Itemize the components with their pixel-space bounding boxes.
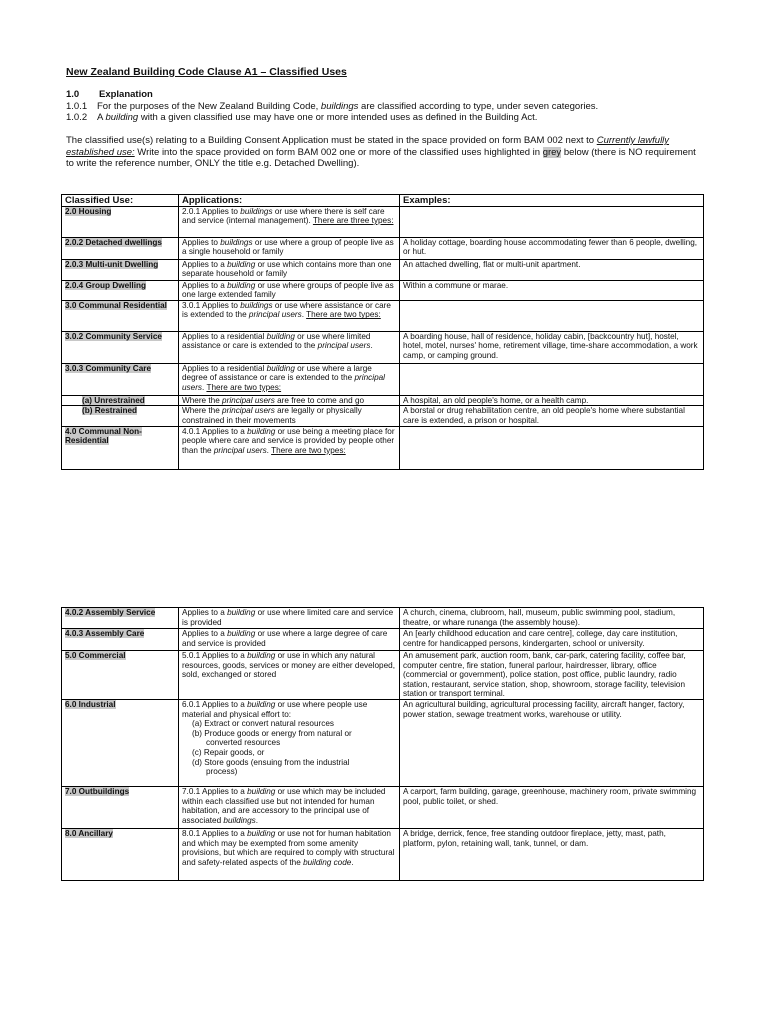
classified-uses-table-1 [61,194,704,470]
section-number: 1.0 [66,89,80,100]
section-heading [66,89,153,100]
classified-use-label: 7.0 Outbuildings [65,786,130,796]
applications-cell: 8.0.1 Applies to a building or use not for human habitation and which may be exempted from some amenity provisions, but which are required to comply with structural and safety-related aspects of the building code. [179,828,400,880]
classified-use-cell [62,395,179,406]
classified-use-label: 4.0 Communal Non-Residential [65,426,142,446]
classified-use-label: 2.0.2 Detached dwellings [65,237,162,247]
classified-use-cell [62,363,179,395]
table-row [62,786,704,828]
applications-cell: Where the principal users are legally or physically constrained in their movements [179,406,400,426]
industrial-list-item: process) [206,767,238,777]
examples-cell [400,363,704,395]
table-row [62,699,704,786]
classified-use-cell [62,280,179,300]
classified-use-cell [62,237,179,259]
applications-cell: Applies to a residential building or use where a large degree of assistance or care is extended to the principal users. There are two types: [179,363,400,395]
classified-use-cell [62,259,179,280]
page-title: New Zealand Building Code Clause A1 – Classified Uses [66,66,347,78]
examples-cell: A boarding house, hall of residence, holiday cabin, [backcountry hut], hostel, hotel, motel, nurses' home, retirement village, time-share accommodation, a work camp, or camping ground. [400,331,704,363]
classified-use-label: 4.0.2 Assembly Service [65,608,156,617]
applications-cell: 7.0.1 Applies to a building or use which may be included within each classified use but not intended for human habitation, and are accessory to the principal use of associated buildings. [179,786,400,828]
classified-use-cell [62,206,179,237]
table-row [62,280,704,300]
examples-cell: A carport, farm building, garage, greenhouse, machinery room, private swimming pool, public toilet, or shed. [400,786,704,828]
header-examples: Examples: [400,195,704,207]
examples-cell: An attached dwelling, flat or multi-unit apartment. [400,259,704,280]
classified-use-label: 2.0.4 Group Dwelling [65,280,146,290]
applications-cell: Applies to a residential building or use where limited assistance or care is extended to the principal users. [179,331,400,363]
applications-cell: Applies to a building or use which contains more than one separate household or family [179,259,400,280]
examples-cell: A hospital, an old people's home, or a health camp. [400,395,704,406]
applications-cell: Applies to a building or use where a large degree of care and service is provided [179,629,400,651]
applications-cell: 3.0.1 Applies to buildings or use where assistance or care is extended to the principal users. There are two types: [179,300,400,331]
examples-cell: An [early childhood education and care centre], college, day care institution, centre for handicapped persons, kindergarten, school or university. [400,629,704,651]
header-classified-use: Classified Use: [62,195,179,207]
classified-use-cell [62,300,179,331]
classified-use-label: 3.0.2 Community Service [65,331,162,341]
examples-cell: A holiday cottage, boarding house accommodating fewer than 6 people, dwelling, or hut. [400,237,704,259]
classified-use-label: 5.0 Commercial [65,651,126,660]
classified-use-cell [62,828,179,880]
grey-highlight: grey [542,146,562,158]
classified-uses-table-2 [61,607,704,881]
industrial-list-item: (d) Store goods (ensuing from the industrial [192,757,350,767]
applications-cell: Where the principal users are free to come and go [179,395,400,406]
table-row [62,608,704,629]
classified-use-cell [62,406,179,426]
table-row [62,259,704,280]
paragraph-1-0-1: 1.0.1 For the purposes of the New Zealand Building Code, buildings are classified according to type, under seven categories. [66,101,599,112]
applications-cell: Applies to buildings or use where a group of people live as a single household or family [179,237,400,259]
classified-use-cell [62,786,179,828]
currently-lawfully-established-use: Currently lawfully established use: [66,135,670,158]
classified-use-cell [62,629,179,651]
applications-cell: 2.0.1 Applies to buildings or use where there is self care and service (internal management). There are three types: [179,206,400,237]
table-row [62,331,704,363]
classified-use-label: 3.0.3 Community Care [65,363,151,373]
examples-cell: An amusement park, auction room, bank, car-park, catering facility, coffee bar, computer centre, fire station, funeral parlour, hairdresser, library, office (commercial or government), police station, post office, public laundry, radio station, restaurant, service station, shop, showroom, storage facility, television station or transport terminal. [400,651,704,700]
examples-cell: Within a commune or marae. [400,280,704,300]
table-row [62,426,704,469]
table-row [62,237,704,259]
classified-use-cell [62,331,179,363]
classified-use-label: 2.0.3 Multi-unit Dwelling [65,259,159,269]
applications-cell: Applies to a building or use where limited care and service is provided [179,608,400,629]
classified-use-label: 3.0 Communal Residential [65,300,167,310]
classified-use-cell [62,426,179,469]
paragraph-1-0-2: 1.0.2 A building with a given classified use may have one or more intended uses as defined in the Building Act. [66,112,538,123]
industrial-list-item: (c) Repair goods, or [192,747,265,757]
table-header-row [62,195,704,207]
applications-cell: 5.0.1 Applies to a building or use in which any natural resources, goods, services or money are either developed, sold, exchanged or stored [179,651,400,700]
classified-use-cell [62,651,179,700]
industrial-list-item: (b) Produce goods or energy from natural or [192,728,352,738]
applications-cell: Applies to a building or use where groups of people live as one large extended family [179,280,400,300]
classified-use-label: 6.0 Industrial [65,699,116,709]
industrial-list-item: (a) Extract or convert natural resources [192,719,334,729]
table-row [62,363,704,395]
classified-use-label: (a) Unrestrained [82,395,145,405]
header-applications: Applications: [179,195,400,207]
applications-cell: 4.0.1 Applies to a building or use being a meeting place for people where care and service is provided by people other than the principal users. There are two types: [179,426,400,469]
table-row [62,395,704,406]
examples-cell [400,300,704,331]
classified-use-cell [62,608,179,629]
examples-cell [400,426,704,469]
examples-cell [400,206,704,237]
table-row [62,406,704,426]
examples-cell: A bridge, derrick, fence, free standing outdoor fireplace, jetty, mast, path, platform, pylon, retaining wall, tank, tunnel, or dam. [400,828,704,880]
examples-cell: A church, cinema, clubroom, hall, museum, public swimming pool, stadium, theatre, or whare runanga (the assembly house). [400,608,704,629]
table-row [62,629,704,651]
section-title: Explanation [99,89,153,100]
examples-cell: An agricultural building, agricultural processing facility, aircraft hanger, factory, power station, sewage treatment works, warehouse or utility. [400,699,704,786]
table-row [62,206,704,237]
classified-use-label: 4.0.3 Assembly Care [65,629,145,638]
applications-cell: 6.0.1 Applies to a building or use where people use material and physical effort to: (a) Extract or convert natural resources (b) Produce goods or energy from natural or converted resources (c) Repair goods, or (d) Store goods (ensuing from the industrial process) [179,699,400,786]
table-row [62,651,704,700]
intro-paragraph: The classified use(s) relating to a Building Consent Application must be stated in the space provided on form BAM 002 next to Currently lawfully established use: Write into the space provided on form BAM 002 one or more of the classified uses highlighted in grey below (there is NO requirement to write the reference number, ONLY the title e.g. Detached Dwelling). [66,135,696,169]
classified-use-label: 2.0 Housing [65,206,112,216]
table-row [62,828,704,880]
classified-use-label: (b) Restrained [82,406,138,416]
examples-cell: A borstal or drug rehabilitation centre, an old people's home where substantial care is extended, a prison or hospital. [400,406,704,426]
classified-use-cell [62,699,179,786]
table-row [62,300,704,331]
industrial-list-item: converted resources [206,738,281,748]
classified-use-label: 8.0 Ancillary [65,828,113,838]
